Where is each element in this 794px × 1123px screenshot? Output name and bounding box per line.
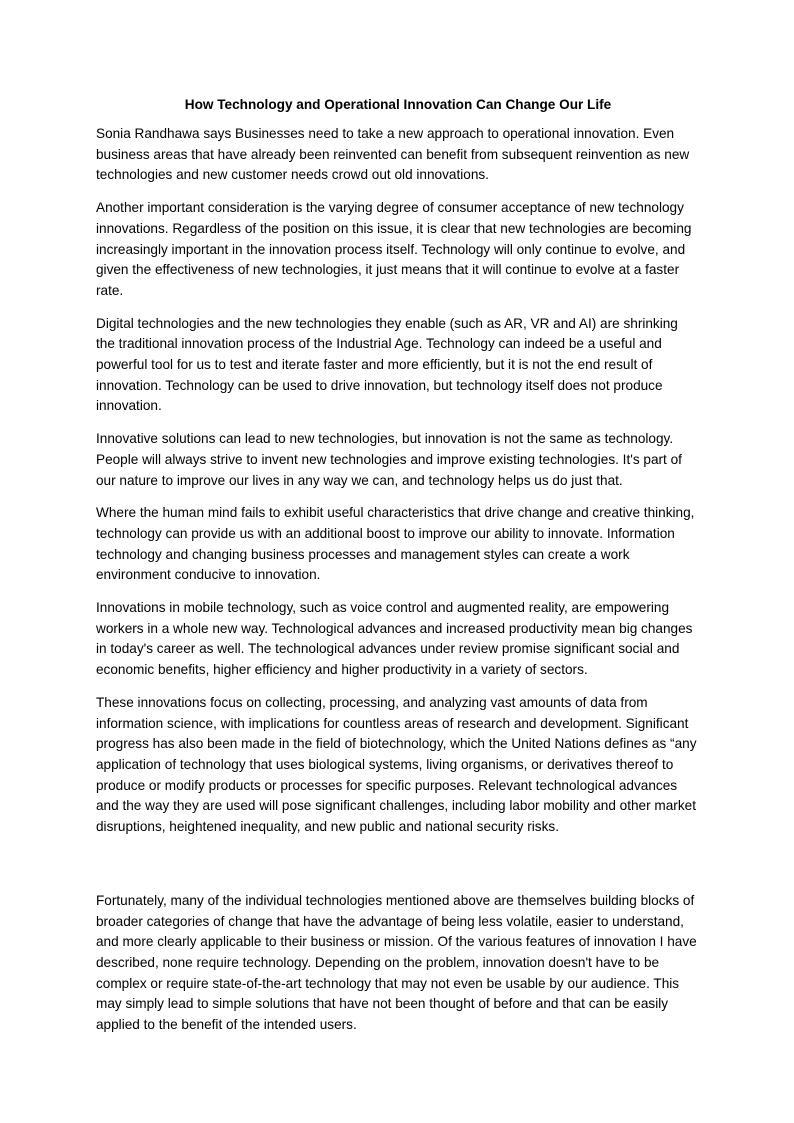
paragraph-3: Digital technologies and the new technologies they enable (such as AR, VR and AI) are shrinking the traditional innovation process of the Industrial Age. Technology can indeed be a useful and powerful tool for us to test and iterate faster and more efficiently, but it is not the end result of innovation. Technology can be used to drive innovation, but technology itself does not produce innovation. <box>96 315 678 414</box>
paragraph-8: Fortunately, many of the individual technologies mentioned above are themselves building blocks of broader categories of change that have the advantage of being less volatile, easier to understand, and more clearly applicable to their business or mission. Of the various features of innovation I have described, none require technology. Depending on the problem, innovation doesn't have to be complex or require state-of-the-art technology that may not even be usable by our audience. This may simply lead to simple solutions that have not been thought of before and that can be easily applied to the benefit of the intended users. <box>96 892 697 1033</box>
document-page <box>96 96 700 1048</box>
paragraph-1: Sonia Randhawa says Businesses need to take a new approach to operational innovation. Even business areas that have already been reinvented can benefit from subsequent reinvention as new technologies and new customer needs crowd out old innovations. <box>96 126 690 183</box>
blank-line-gap <box>96 850 700 891</box>
paragraph-2: Another important consideration is the varying degree of consumer acceptance of new technology innovations. Regardless of the position on this issue, it is clear that new technologies are becoming increasingly important in the innovation process itself. Technology will only continue to evolve, and given the effectiveness of new technologies, it just means that it will continue to evolve at a faster rate. <box>96 200 692 298</box>
document-title: How Technology and Operational Innovation Can Change Our Life <box>184 97 612 112</box>
paragraph-7: These innovations focus on collecting, processing, and analyzing vast amounts of data from information science, with implications for countless areas of research and development. Significant progress has also been made in the field of biotechnology, which the United Nations defines as “any application of technology that uses biological systems, living organisms, or derivatives thereof to produce or modify products or processes for specific purposes. Relevant technological advances and the way they are used will pose significant challenges, including labor mobility and other market disruptions, heightened inequality, and new public and national security risks. <box>96 694 697 835</box>
paragraph-6: Innovations in mobile technology, such as voice control and augmented reality, are empowering workers in a whole new way. Technological advances and increased productivity mean big changes in today's career as well. The technological advances under review promise significant social and economic benefits, higher efficiency and higher productivity in a variety of sectors. <box>96 600 693 678</box>
paragraph-4: Innovative solutions can lead to new technologies, but innovation is not the same as technology. People will always strive to invent new technologies and improve existing technologies. It's part of our nature to improve our lives in any way we can, and technology helps us do just that. <box>96 431 682 488</box>
paragraph-5: Where the human mind fails to exhibit useful characteristics that drive change and creative thinking, technology can provide us with an additional boost to improve our ability to innovate. Information technology and changing business processes and management styles can create a work environment conducive to innovation. <box>96 505 695 583</box>
